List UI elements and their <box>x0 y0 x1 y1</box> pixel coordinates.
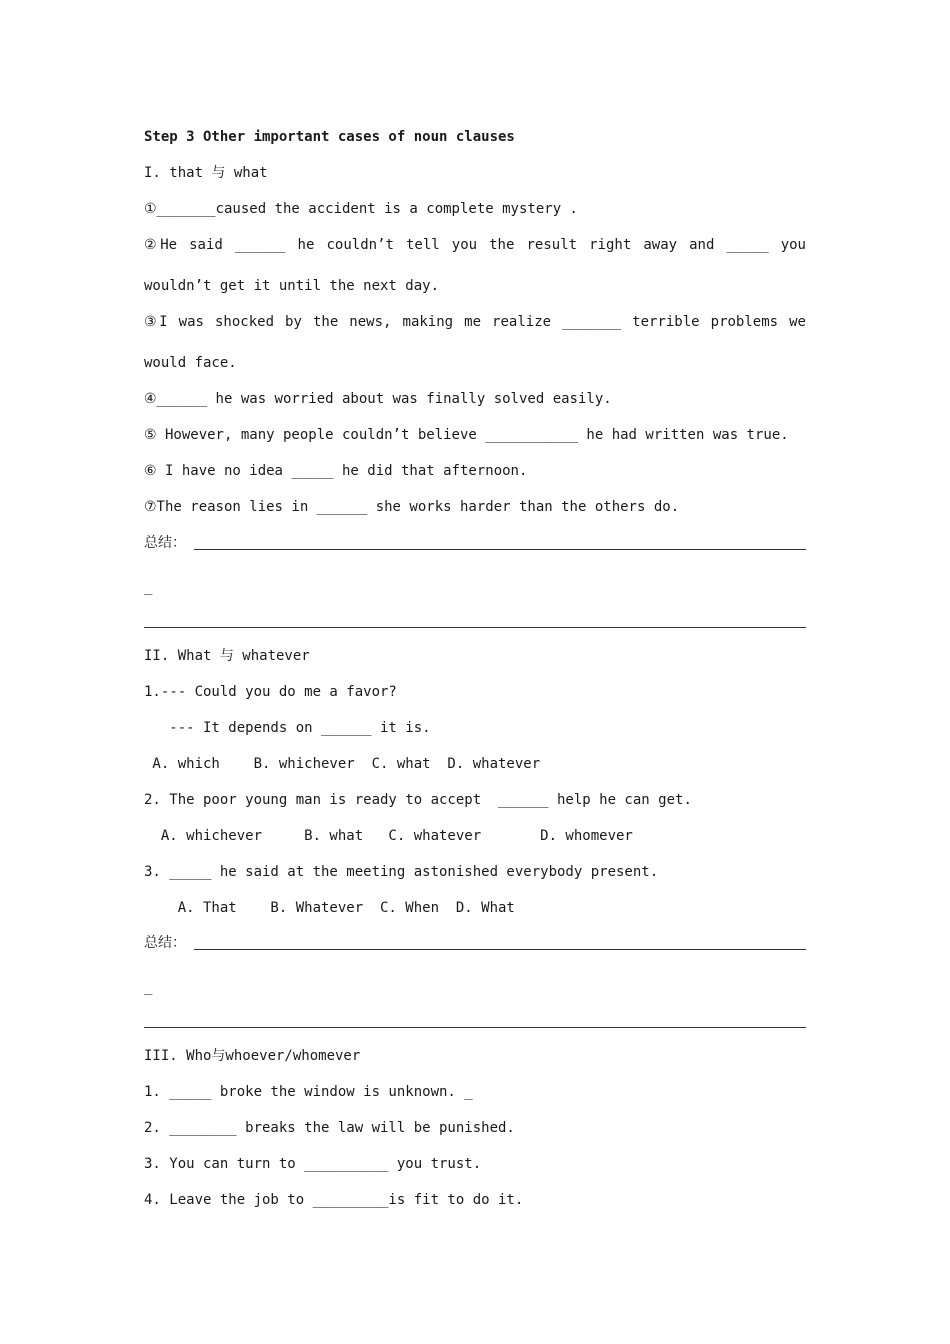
question-1-5: ⑤ However, many people couldn’t believe ___________ he had written was true. <box>144 427 789 443</box>
section-2-heading: II. What 与 whatever <box>144 648 310 664</box>
question-2-3: 3. _____ he said at the meeting astonished everybody present. <box>144 864 659 880</box>
summary-answer-line-2 <box>194 949 806 950</box>
summary-answer-line-1 <box>194 549 806 550</box>
question-3-2: 2. ________ breaks the law will be punished. <box>144 1120 515 1136</box>
summary-answer-line-1b <box>144 627 806 628</box>
question-3-1: 1. _____ broke the window is unknown. _ <box>144 1084 473 1100</box>
step-title: Step 3 Other important cases of noun clauses <box>144 129 515 145</box>
question-1-3: ③I was shocked by the news, making me realize _______ terrible problems we <box>144 314 806 330</box>
question-1-4: ④______ he was worried about was finally solved easily. <box>144 391 612 407</box>
question-2-2-options: A. whichever B. what C. whatever D. whomever <box>144 828 633 844</box>
summary-label-1: 总结： <box>144 535 186 551</box>
worksheet-page <box>144 0 806 1344</box>
question-2-1-reply: --- It depends on ______ it is. <box>144 720 431 736</box>
question-2-2: 2. The poor young man is ready to accept ______ help he can get. <box>144 792 692 808</box>
question-1-2-cont: wouldn’t get it until the next day. <box>144 278 440 294</box>
summary-dash-1: _ <box>144 579 153 595</box>
question-3-4: 4. Leave the job to _________is fit to do it. <box>144 1192 524 1208</box>
question-2-1: 1.--- Could you do me a favor? <box>144 684 397 700</box>
question-1-7: ⑦The reason lies in ______ she works harder than the others do. <box>144 499 680 515</box>
section-3-heading: III. Who与whoever/whomever <box>144 1048 361 1064</box>
summary-answer-line-2b <box>144 1027 806 1028</box>
question-2-3-options: A. That B. Whatever C. When D. What <box>144 900 515 916</box>
summary-label-2: 总结： <box>144 935 186 951</box>
question-2-1-options: A. which B. whichever C. what D. whatever <box>144 756 541 772</box>
question-1-3-cont: would face. <box>144 355 237 371</box>
question-1-2: ②He said ______ he couldn’t tell you the result right away and _____ you <box>144 237 806 253</box>
section-1-heading: I. that 与 what <box>144 165 268 181</box>
summary-dash-2: _ <box>144 979 153 995</box>
question-1-6: ⑥ I have no idea _____ he did that afternoon. <box>144 463 528 479</box>
question-1-1: ①_______caused the accident is a complete mystery . <box>144 201 578 217</box>
question-3-3: 3. You can turn to __________ you trust. <box>144 1156 482 1172</box>
